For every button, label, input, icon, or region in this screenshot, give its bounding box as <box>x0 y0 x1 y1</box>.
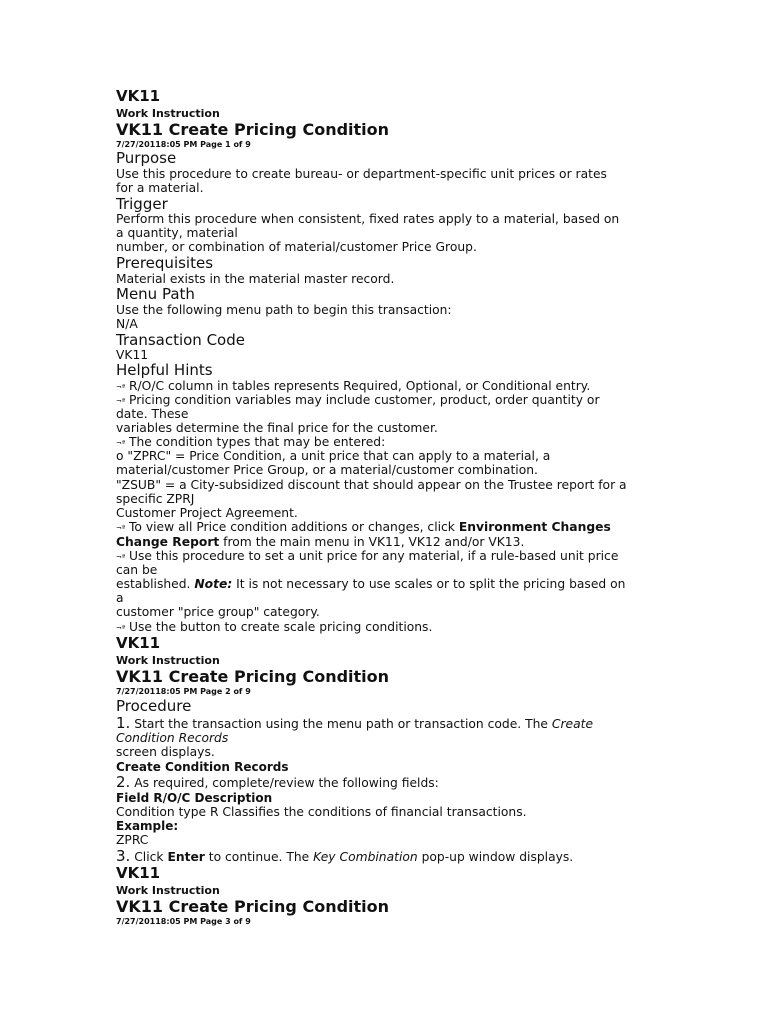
bullet-icon: ¬ª <box>116 397 126 405</box>
bullet-icon: ¬ª <box>116 524 126 532</box>
page-date-line: 7/27/20118:05 PM Page 2 of 9 <box>116 687 251 696</box>
procedure-step-3: 3. Click Enter to continue. The Key Combination pop-up window displays. <box>116 847 574 865</box>
section-heading-prerequisites: Prerequisites <box>116 254 214 272</box>
hint-line: Customer Project Agreement. <box>116 506 298 520</box>
example-label: Example: <box>116 819 179 833</box>
section-heading-transaction-code: Transaction Code <box>116 331 245 349</box>
purpose-text-line: Use this procedure to create bureau- or department-specific unit prices or rates <box>116 167 607 181</box>
procedure-step-1-cont: screen displays. <box>116 745 215 759</box>
section-heading-helpful-hints: Helpful Hints <box>116 361 213 379</box>
hint-line: date. These <box>116 407 189 421</box>
bullet-icon: ¬ª <box>116 624 126 632</box>
doc-code: VK11 <box>116 864 161 882</box>
doc-title: VK11 Create Pricing Condition <box>116 667 390 686</box>
doc-subtitle: Work Instruction <box>116 884 220 897</box>
section-heading-procedure: Procedure <box>116 697 192 715</box>
trigger-text-line: a quantity, material <box>116 226 238 240</box>
procedure-step-1: 1. Start the transaction using the menu path or transaction code. The Create <box>116 714 594 732</box>
trigger-text-line: Perform this procedure when consistent, fixed rates apply to a material, based on <box>116 212 620 226</box>
bullet-icon: ¬ª <box>116 383 126 391</box>
hint-line: established. Note: It is not necessary to use scales or to split the pricing based on <box>116 577 626 591</box>
page-date-line: 7/27/20118:05 PM Page 3 of 9 <box>116 917 251 926</box>
hint-line: customer "price group" category. <box>116 605 320 619</box>
hint-line: ¬ª Use the button to create scale pricing conditions. <box>116 620 433 634</box>
hint-line: specific ZPRJ <box>116 492 195 506</box>
menu-path-text-line: Use the following menu path to begin this transaction: <box>116 303 452 317</box>
hint-line: ¬ª The condition types that may be entered: <box>116 435 386 449</box>
hint-line: material/customer Price Group, or a material/customer combination. <box>116 463 538 477</box>
prerequisites-text-line: Material exists in the material master record. <box>116 272 395 286</box>
section-heading-menu-path: Menu Path <box>116 285 195 303</box>
doc-subtitle: Work Instruction <box>116 107 220 120</box>
purpose-text-line: for a material. <box>116 181 204 195</box>
hint-line: ¬ª Use this procedure to set a unit price for any material, if a rule-based unit price <box>116 549 619 563</box>
hint-line: ¬ª R/O/C column in tables represents Required, Optional, or Conditional entry. <box>116 379 591 393</box>
hint-line: ¬ª Pricing condition variables may include customer, product, order quantity or <box>116 393 600 407</box>
hint-line: can be <box>116 563 158 577</box>
procedure-step-2: 2. As required, complete/review the following fields: <box>116 773 439 791</box>
transaction-code-value: VK11 <box>116 348 149 362</box>
menu-path-text-line: N/A <box>116 317 138 331</box>
procedure-step-1-cont: Condition Records <box>116 731 229 745</box>
hint-line: variables determine the final price for the customer. <box>116 421 438 435</box>
doc-subtitle: Work Instruction <box>116 654 220 667</box>
table-row: Condition type R Classifies the conditions of financial transactions. <box>116 805 527 819</box>
section-heading-trigger: Trigger <box>116 195 168 213</box>
doc-code: VK11 <box>116 634 161 652</box>
example-value: ZPRC <box>116 833 149 847</box>
hint-line: o "ZPRC" = Price Condition, a unit price that can apply to a material, a <box>116 449 551 463</box>
screen-label: Create Condition Records <box>116 760 289 774</box>
bullet-icon: ¬ª <box>116 439 126 447</box>
page-date-line: 7/27/20118:05 PM Page 1 of 9 <box>116 140 251 149</box>
doc-title: VK11 Create Pricing Condition <box>116 897 390 916</box>
hint-line: Change Report from the main menu in VK11, VK12 and/or VK13. <box>116 535 525 549</box>
doc-code: VK11 <box>116 87 161 105</box>
doc-title: VK11 Create Pricing Condition <box>116 120 390 139</box>
hint-line: ¬ª To view all Price condition additions or changes, click Environment Changes <box>116 520 611 534</box>
table-header: Field R/O/C Description <box>116 791 273 805</box>
trigger-text-line: number, or combination of material/customer Price Group. <box>116 240 477 254</box>
hint-line: "ZSUB" = a City-subsidized discount that should appear on the Trustee report for a <box>116 478 627 492</box>
hint-line: a <box>116 591 124 605</box>
bullet-icon: ¬ª <box>116 553 126 561</box>
section-heading-purpose: Purpose <box>116 149 177 167</box>
